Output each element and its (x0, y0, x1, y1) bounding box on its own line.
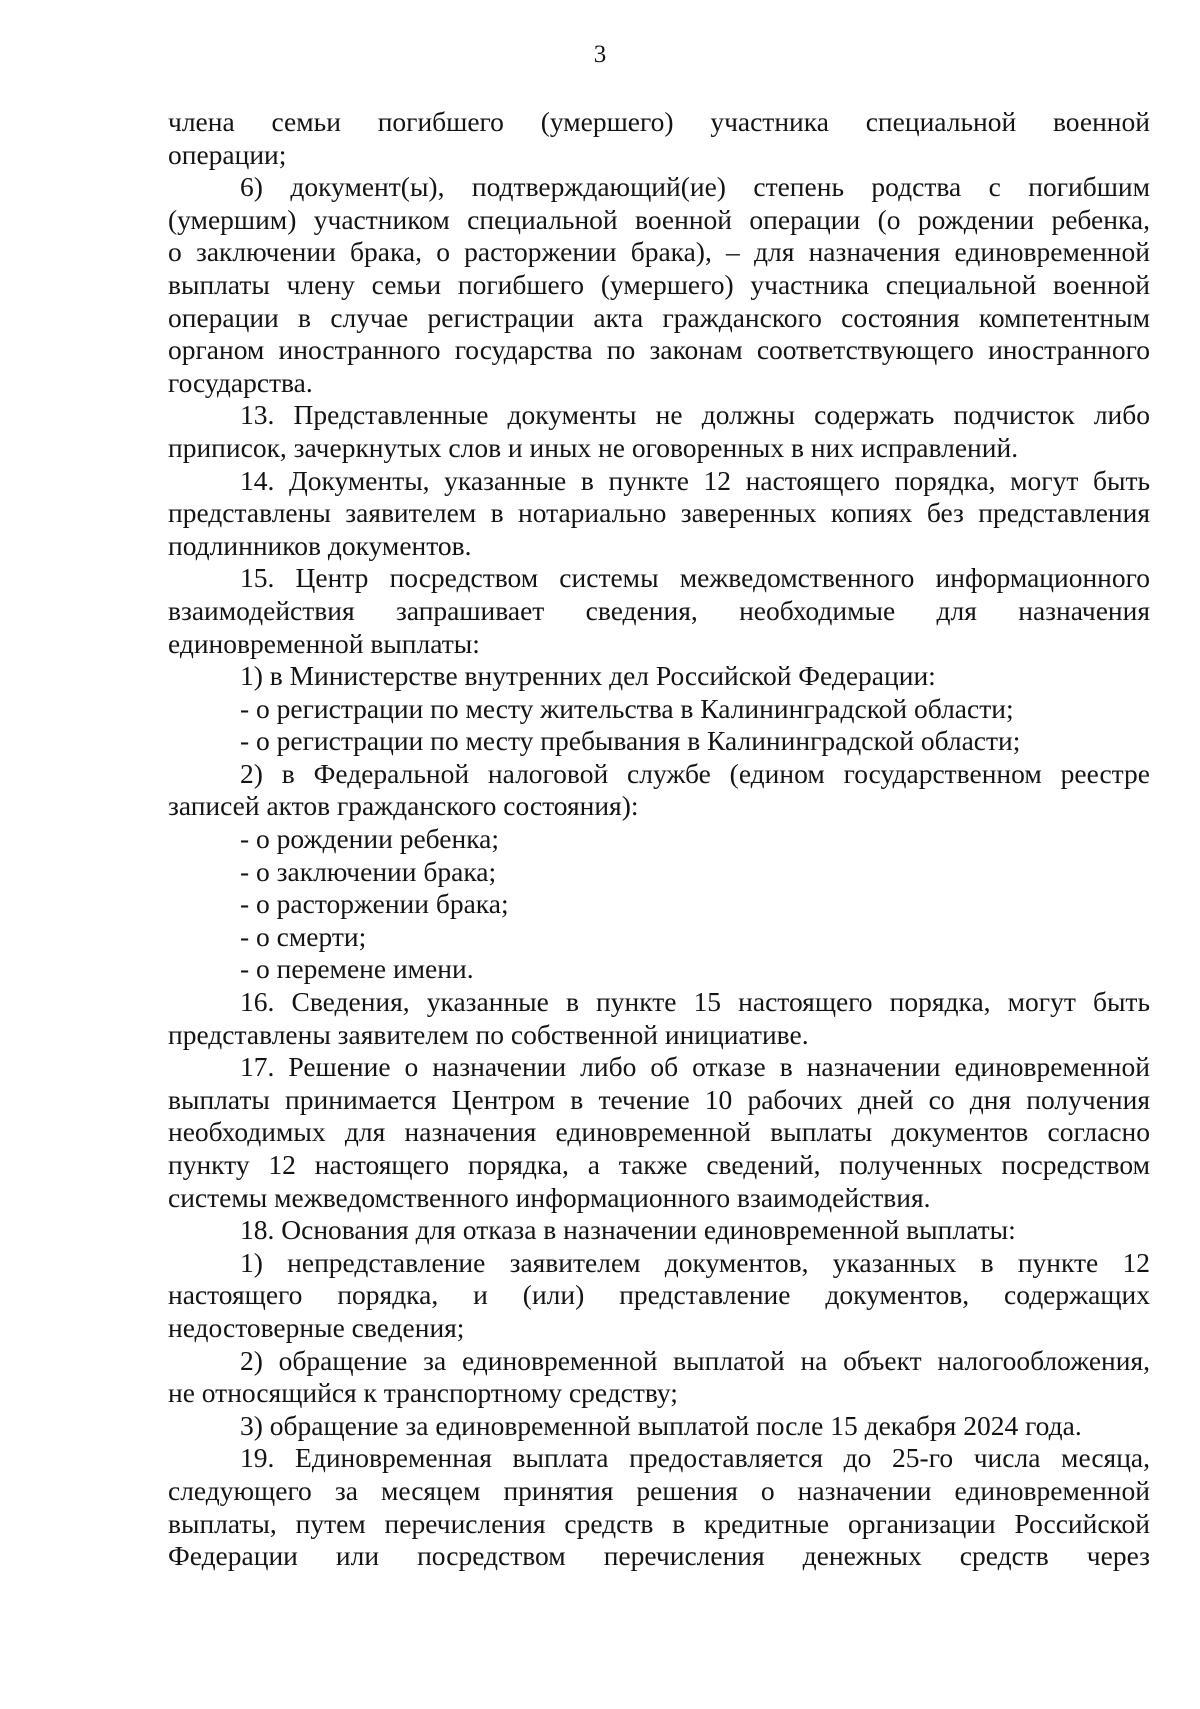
paragraph (168, 1442, 1150, 1572)
text-line: государства. (168, 366, 313, 398)
text-line: операции; (168, 138, 287, 170)
text-line: 2) обращение за единовременной выплатой на объект налогообложения, (240, 1344, 1150, 1376)
text-line: недостоверные сведения; (168, 1311, 465, 1343)
text-line: органом иностранного государства по законам соответствующего иностранного (168, 334, 1150, 366)
text-line: 19. Единовременная выплата предоставляется до 25-го числа месяца, (240, 1442, 1150, 1474)
paragraph (168, 562, 1150, 660)
text-line: выплаты принимается Центром в течение 10 рабочих дней со дня получения (168, 1083, 1150, 1115)
text-line: записей актов гражданского состояния): (168, 790, 639, 822)
page-number: 3 (593, 41, 607, 68)
paragraph (168, 921, 1150, 954)
paragraph (168, 1410, 1150, 1443)
text-line: выплаты члену семьи погибшего (умершего) участника специальной военной (168, 268, 1150, 300)
text-line: представлены заявителем по собственной инициативе. (168, 1018, 809, 1050)
paragraph (168, 986, 1150, 1051)
paragraph (168, 725, 1150, 758)
text-line: - о смерти; (240, 920, 367, 952)
paragraph (168, 1214, 1150, 1247)
text-line: 15. Центр посредством системы межведомственного информационного (240, 562, 1150, 594)
text-line: 16. Сведения, указанные в пункте 15 настоящего порядка, могут быть (240, 986, 1150, 1018)
text-line: 2) в Федеральной налоговой службе (едином государственном реестре (240, 757, 1150, 789)
text-line: 3) обращение за единовременной выплатой после 15 декабря 2024 года. (240, 1409, 1082, 1441)
paragraph (168, 823, 1150, 856)
text-line: взаимодействия запрашивает сведения, необходимые для назначения (168, 594, 1150, 626)
paragraph (168, 399, 1150, 464)
text-line: подлинников документов. (168, 529, 472, 561)
document-body (168, 106, 1150, 1573)
paragraph (168, 758, 1150, 823)
paragraph (168, 465, 1150, 563)
paragraph (168, 660, 1150, 693)
paragraph (168, 106, 1150, 171)
text-line: 1) непредставление заявителем документов, указанных в пункте 12 (240, 1246, 1150, 1278)
paragraph (168, 1247, 1150, 1345)
text-line: - о регистрации по месту жительства в Калининградской области; (240, 692, 1014, 724)
text-line: о заключении брака, о расторжении брака), – для назначения единовременной (168, 236, 1150, 268)
text-line: (умершим) участником специальной военной операции (о рождении ребенка, (168, 203, 1150, 235)
text-line: - о рождении ребенка; (240, 823, 499, 855)
text-line: 6) документ(ы), подтверждающий(ие) степень родства с погибшим (240, 171, 1150, 203)
paragraph (168, 888, 1150, 921)
text-line: члена семьи погибшего (умершего) участника специальной военной (168, 106, 1150, 137)
text-line: не относящийся к транспортному средству; (168, 1377, 678, 1409)
text-line: следующего за месяцем принятия решения о назначении единовременной (168, 1474, 1150, 1506)
text-line: - о заключении брака; (240, 855, 497, 887)
text-line: Федерации или посредством перечисления денежных средств через (168, 1540, 1150, 1572)
text-line: - о регистрации по месту пребывания в Калининградской области; (240, 725, 1021, 757)
text-line: пункту 12 настоящего порядка, а также сведений, полученных посредством (168, 1149, 1150, 1180)
text-line: выплаты, путем перечисления средств в кредитные организации Российской (168, 1507, 1150, 1539)
text-line: приписок, зачеркнутых слов и иных не оговоренных в них исправлений. (168, 431, 1019, 463)
paragraph (168, 1345, 1150, 1410)
text-line: 18. Основания для отказа в назначении единовременной выплаты: (240, 1214, 1016, 1246)
text-line: единовременной выплаты: (168, 627, 480, 659)
text-line: 13. Представленные документы не должны содержать подчисток либо (240, 399, 1150, 431)
paragraph (168, 953, 1150, 986)
text-line: 1) в Министерстве внутренних дел Российской Федерации: (240, 660, 936, 692)
text-line: системы межведомственного информационного взаимодействия. (168, 1181, 931, 1213)
paragraph (168, 856, 1150, 889)
paragraph (168, 693, 1150, 726)
text-line: - о перемене имени. (240, 953, 474, 985)
text-line: 14. Документы, указанные в пункте 12 настоящего порядка, могут быть (240, 464, 1150, 496)
text-line: настоящего порядка, и (или) представление документов, содержащих (168, 1279, 1150, 1311)
text-line: 17. Решение о назначении либо об отказе в назначении единовременной (240, 1051, 1150, 1083)
paragraph (168, 1051, 1150, 1214)
text-line: представлены заявителем в нотариально заверенных копиях без представления (168, 497, 1150, 529)
text-line: необходимых для назначения единовременной выплаты документов согласно (168, 1116, 1150, 1148)
text-line: операции в случае регистрации акта гражданского состояния компетентным (168, 301, 1150, 333)
text-line: - о расторжении брака; (240, 888, 509, 920)
paragraph (168, 171, 1150, 399)
